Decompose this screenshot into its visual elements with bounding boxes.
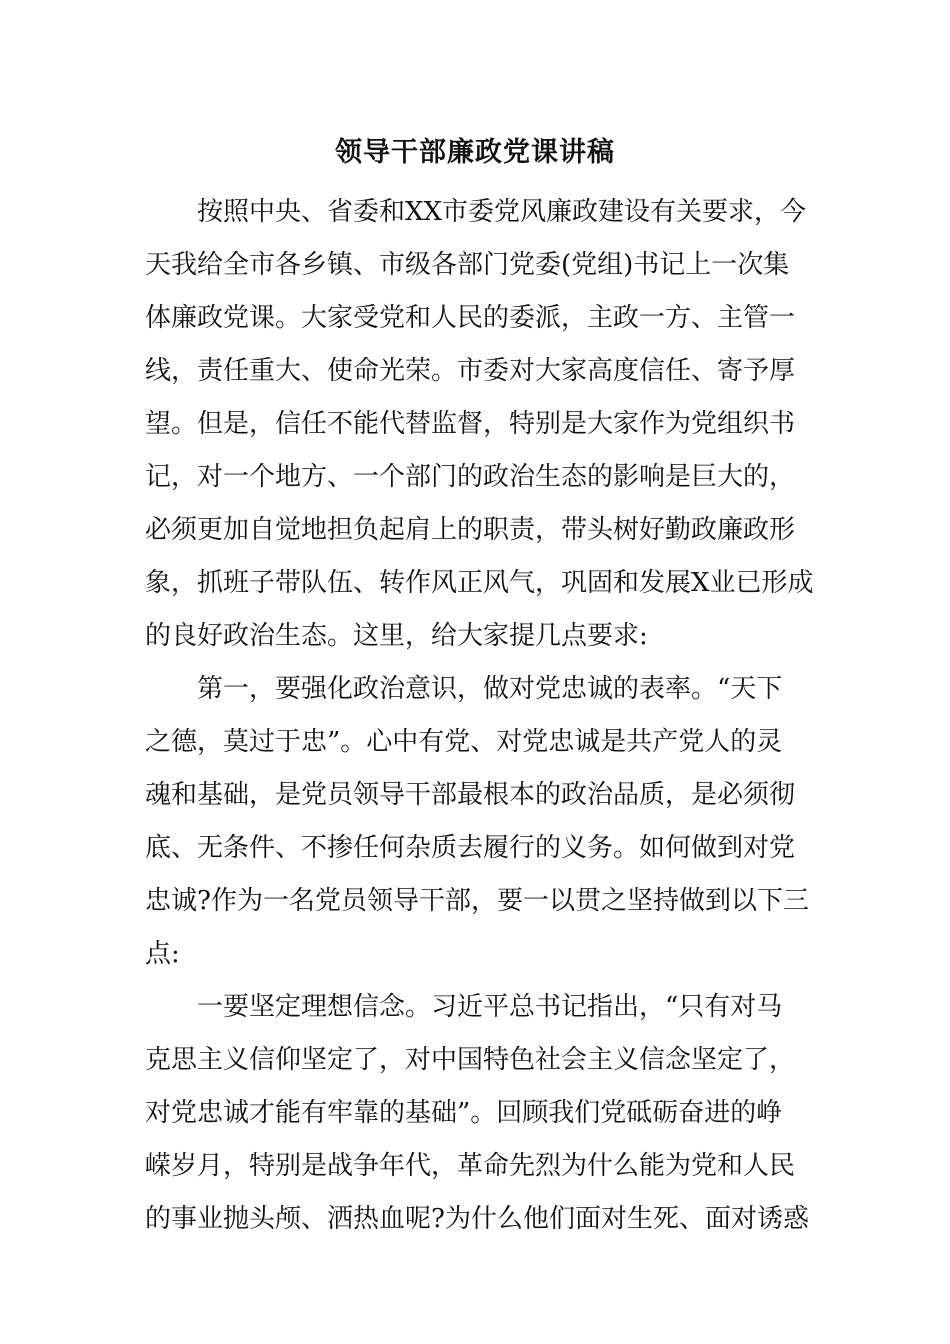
text-line: 的事业抛头颅、洒热血呢?为什么他们面对生死、面对诱惑 [145, 1204, 809, 1234]
text-line: 对党忠诚才能有牢靠的基础”。回顾我们党砥砺奋进的峥 [145, 1098, 783, 1128]
text-line: 忠诚?作为一名党员领导干部，要一以贯之坚持做到以下三 [145, 886, 809, 916]
paragraph-intro [145, 186, 814, 663]
text-line: 之德，莫过于忠”。心中有党、对党忠诚是共产党人的灵 [145, 727, 783, 757]
document-body [145, 186, 814, 1246]
text-line: 底、无条件、不掺任何杂质去履行的义务。如何做到对党 [145, 833, 796, 863]
text-line: 线，责任重大、使命光荣。市委对大家高度信任、寄予厚 [145, 356, 796, 386]
text-line: 必须更加自觉地担负起肩上的职责，带头树好勤政廉政形 [145, 515, 796, 545]
paragraph-first-point [145, 663, 810, 981]
text-line: 望。但是，信任不能代替监督，特别是大家作为党组织书 [145, 409, 796, 439]
document-title: 领导干部廉政党课讲稿 [335, 137, 615, 168]
text-line: 点: [145, 939, 180, 969]
text-line: 记，对一个地方、一个部门的政治生态的影响是巨大的， [145, 462, 796, 492]
text-line: 象，抓班子带队伍、转作风正风气，巩固和发展X业已形成 [145, 568, 814, 598]
text-line: 按照中央、省委和XX市委党风廉政建设有关要求，今 [197, 197, 807, 227]
text-line: 的良好政治生态。这里，给大家提几点要求: [145, 621, 648, 651]
text-line: 克思主义信仰坚定了，对中国特色社会主义信念坚定了， [145, 1045, 796, 1075]
text-line: 嵘岁月，特别是战争年代，革命先烈为什么能为党和人民 [145, 1151, 796, 1181]
text-line: 天我给全市各乡镇、市级各部门党委(党组)书记上一次集 [145, 250, 790, 280]
text-line: 魂和基础，是党员领导干部最根本的政治品质，是必须彻 [145, 780, 796, 810]
paragraph-ideals [145, 981, 810, 1246]
text-line: 一要坚定理想信念。习近平总书记指出，“只有对马 [197, 992, 783, 1022]
text-line: 第一，要强化政治意识，做对党忠诚的表率。“天下 [197, 674, 783, 704]
text-line: 体廉政党课。大家受党和人民的委派，主政一方、主管一 [145, 303, 796, 333]
